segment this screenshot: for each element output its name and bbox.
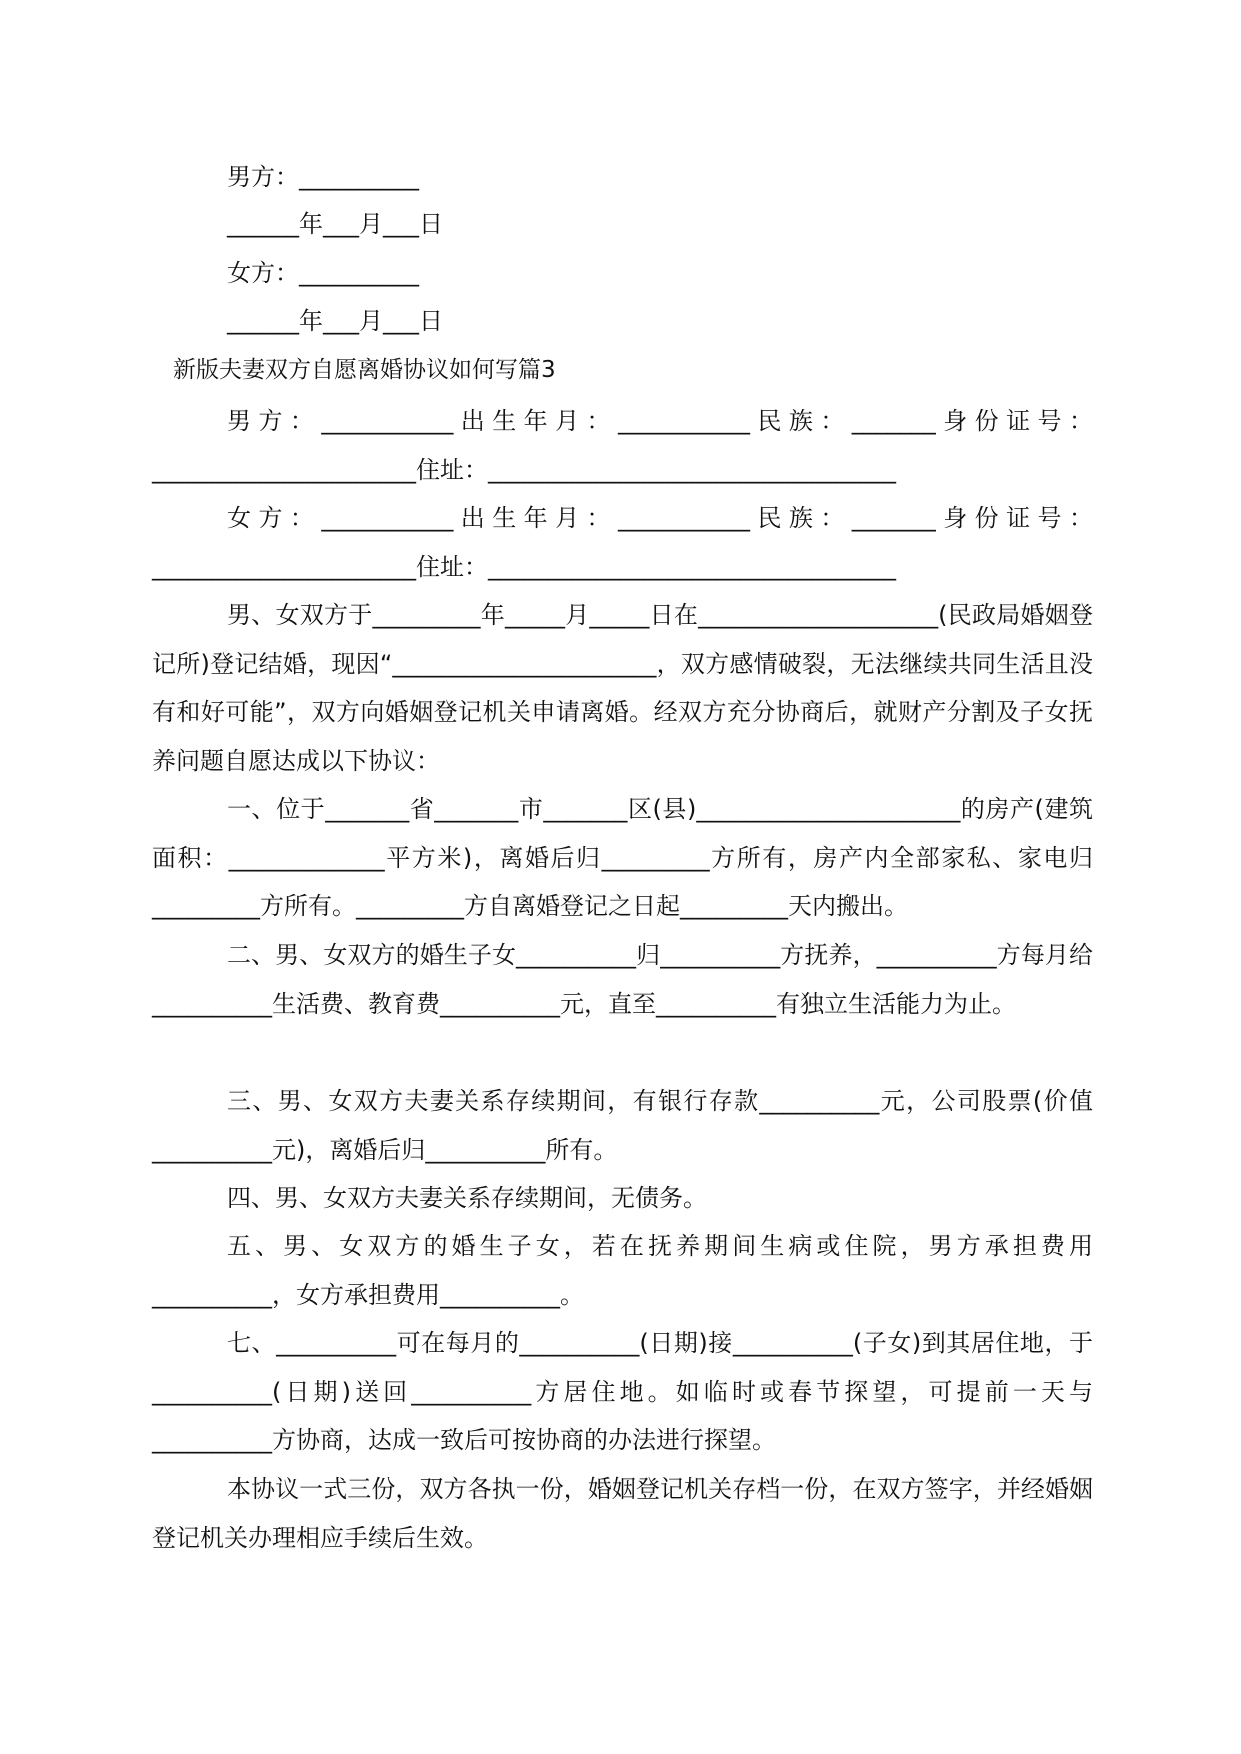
signature-female-date-line: ______年___月___日 [227,307,443,335]
section-title: 新版夫妻双方自愿离婚协议如何写篇3 [173,357,556,383]
clause-2-custody-paragraph: 二、男、女双方的婚生子女__________归__________方抚养，__________方每月给__________生活费、教育费__________元，直至__________有独立生活能力为止。 [152,941,1093,1018]
clause-1-property-paragraph: 一、位于_______省_______市_______区(县)______________________的房产(建筑面积：_____________平方米)，离婚后归_________方所有，房产内全部家私、家电归_________方所有。_________方自离婚登记之日起_________天内搬出。 [152,795,1093,920]
signature-male-line: 男方：__________ [227,163,419,191]
agreement-copies-paragraph: 本协议一式三份，双方各执一份，婚姻登记机关存档一份，在双方签字，并经婚姻登记机关办理相应手续后生效。 [152,1475,1093,1552]
male-info-paragraph: 男方：___________出生年月：___________民族：_______身份证号：______________________住址：__________________________________ [152,407,1093,484]
clause-4-debts-paragraph: 四、男、女双方夫妻关系存续期间，无债务。 [227,1184,707,1212]
clause-7-visitation-paragraph: 七、__________可在每月的__________(日期)接__________(子女)到其居住地，于__________(日期)送回__________方居住地。如临时或春节探望，可提前一天与__________方协商，达成一致后可按协商的办法进行探望。 [152,1329,1093,1454]
signature-female-line: 女方：__________ [227,259,419,287]
clause-5-medical-paragraph: 五、男、女双方的婚生子女，若在抚养期间生病或住院，男方承担费用__________，女方承担费用__________。 [152,1232,1093,1309]
signature-male-date-line: ______年___月___日 [227,210,443,238]
marriage-background-paragraph: 男、女双方于_________年_____月_____日在____________________(民政局婚姻登记所)登记结婚，现因“______________________，双方感情破裂，无法继续共同生活且没有和好可能”，双方向婚姻登记机关申请离婚。经双方充分协商后，就财产分割及子女抚养问题自愿达成以下协议： [152,601,1093,775]
clause-3-savings-paragraph: 三、男、女双方夫妻关系存续期间，有银行存款__________元，公司股票(价值__________元)，离婚后归__________所有。 [152,1087,1093,1164]
female-info-paragraph: 女方：___________出生年月：___________民族：_______身份证号：______________________住址：__________________________________ [152,504,1093,581]
